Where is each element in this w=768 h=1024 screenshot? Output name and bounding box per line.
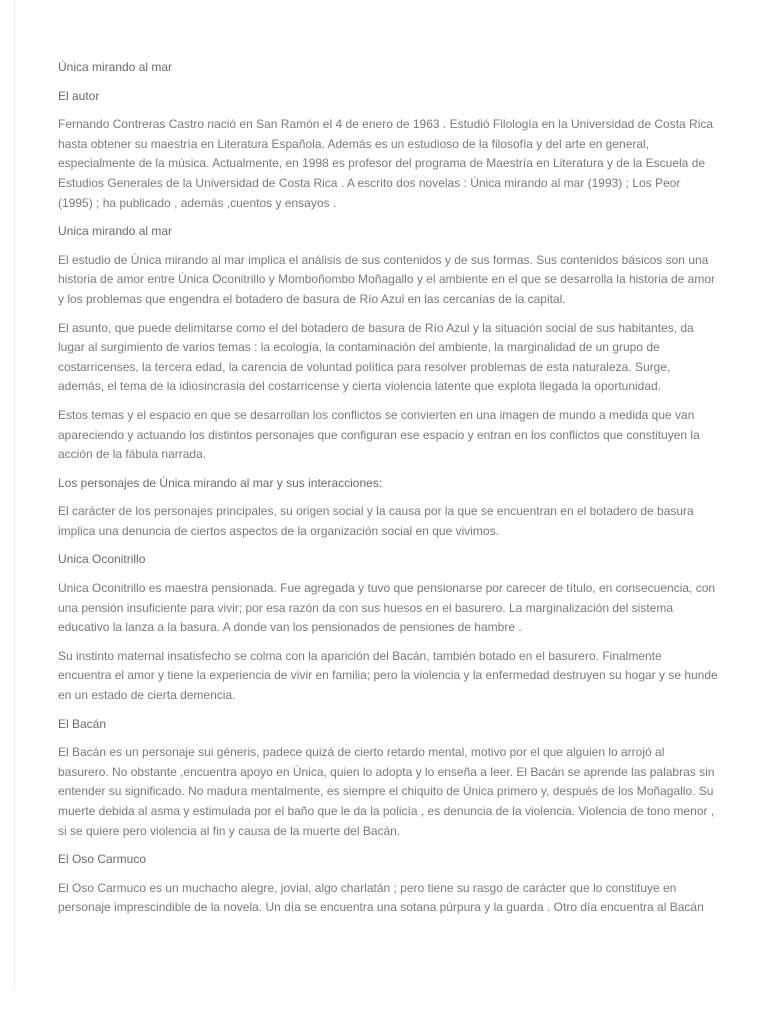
paragraph-estudio: El estudio de Única mirando al mar implica el análisis de sus contenidos y de sus formas. Sus contenidos básicos son una historia de amor entre Única Oconitrillo y Momboñombo Moñagallo y el ambiente en el que se desarrolla la historia de amor y los problemas que engendra el botadero de basura de Río Azul en las cercanías de la capital. bbox=[58, 252, 715, 306]
section-heading-el-bacan: El Bacán bbox=[58, 716, 107, 731]
paragraph-temas: Estos temas y el espacio en que se desarrollan los conflictos se convierten en una imagen de mundo a medida que van apareciendo y actuando los distintos personajes que configuran ese espacio y entran en los conflictos que constituyen la acción de la fábula narrada. bbox=[58, 407, 700, 462]
paragraph-bacan: El Bacán es un personaje sui géneris, padece quizá de cierto retardo mental, motivo por el que alguien lo arrojó al basurero. No obstante ,encuentra apoyo en Única, quien lo adopta y lo enseña a leer. El Bacán se aprende las palabras sin entender su significado. No madura mentalmente, es siempre el chiquito de Única primero y, después de los Moñagallo. Su muerte debida al asma y estimulada por el baño que le da la policía , es denuncia de la violencia. Violencia de tono menor , si se quiere pero violencia al fin y causa de la muerte del Bacán. bbox=[58, 745, 715, 838]
document-title: Única mirando al mar bbox=[58, 60, 173, 74]
paragraph-instinto-maternal: Su instinto maternal insatisfecho se colma con la aparición del Bacán, también botado en el basurero. Finalmente encuentra el amor y tiene la experiencia de vivir en familia; pero la violencia y la enfermedad destruyen su hogar y se hunde en un estado de cierta demencia. bbox=[58, 648, 718, 703]
document-page bbox=[58, 58, 718, 927]
paragraph-oso-carmuco: El Oso Carmuco es un muchacho alegre, jovial, algo charlatán ; pero tiene su rasgo de carácter que lo constituye en personaje imprescindible de la novela. Un día se encuentra una sotana púrpura y la guarda . Otro día encuentra al Bacán bbox=[58, 880, 704, 915]
paragraph-author-bio: Fernando Contreras Castro nació en San Ramón el 4 de enero de 1963 . Estudió Filología en la Universidad de Costa Rica hasta obtener su maestría en Literatura Española. Además es un estudioso de la filosofía y del arte en general, especialmente de la música. Actualmente, en 1998 es profesor del programa de Maestría en Literatura y de la Escuela de Estudios Generales de la Universidad de Costa Rica . A escrito dos novelas : Única mirando al mar (1993) ; Los Peor (1995) ; ha publicado , además ,cuentos y ensayos . bbox=[58, 117, 714, 210]
section-heading-oso-carmuco: El Oso Carmuco bbox=[58, 852, 147, 867]
page-edge bbox=[14, 0, 15, 990]
paragraph-asunto: El asunto, que puede delimitarse como el del botadero de basura de Río Azul y la situación social de sus habitantes, da lugar al surgimiento de varios temas : la ecología, la contaminación del ambiente, la marginalidad de un grupo de costarricenses, la tercera edad, la carencia de voluntad política para resolver problemas de esta naturaleza. Surge, además, el tema de la idiosincrasia del costarricense y cierta violencia latente que explota llegada la oportunidad. bbox=[58, 320, 694, 394]
section-heading-unica-mirando-al-mar: Unica mirando al mar bbox=[58, 224, 173, 239]
section-heading-el-autor: El autor bbox=[58, 88, 100, 103]
section-heading-personajes: Los personajes de Única mirando al mar y sus interacciones: bbox=[58, 475, 383, 490]
paragraph-unica-maestra: Unica Oconitrillo es maestra pensionada. Fue agregada y tuvo que pensionarse por carecer de título, en consecuencia, con una pensión insuficiente para vivir; por esa razón da con sus huesos en el basurero. La marginalización del sistema educativo la lanza a la basura. A donde van los pensionados de pensiones de hambre . bbox=[58, 581, 716, 635]
section-heading-unica-oconitrillo: Unica Oconitrillo bbox=[58, 552, 146, 567]
paragraph-caracter: El carácter de los personajes principales, su origen social y la causa por la que se encuentran en el botadero de basura implica una denuncia de ciertos aspectos de la organización social en que vivimos. bbox=[58, 504, 694, 538]
